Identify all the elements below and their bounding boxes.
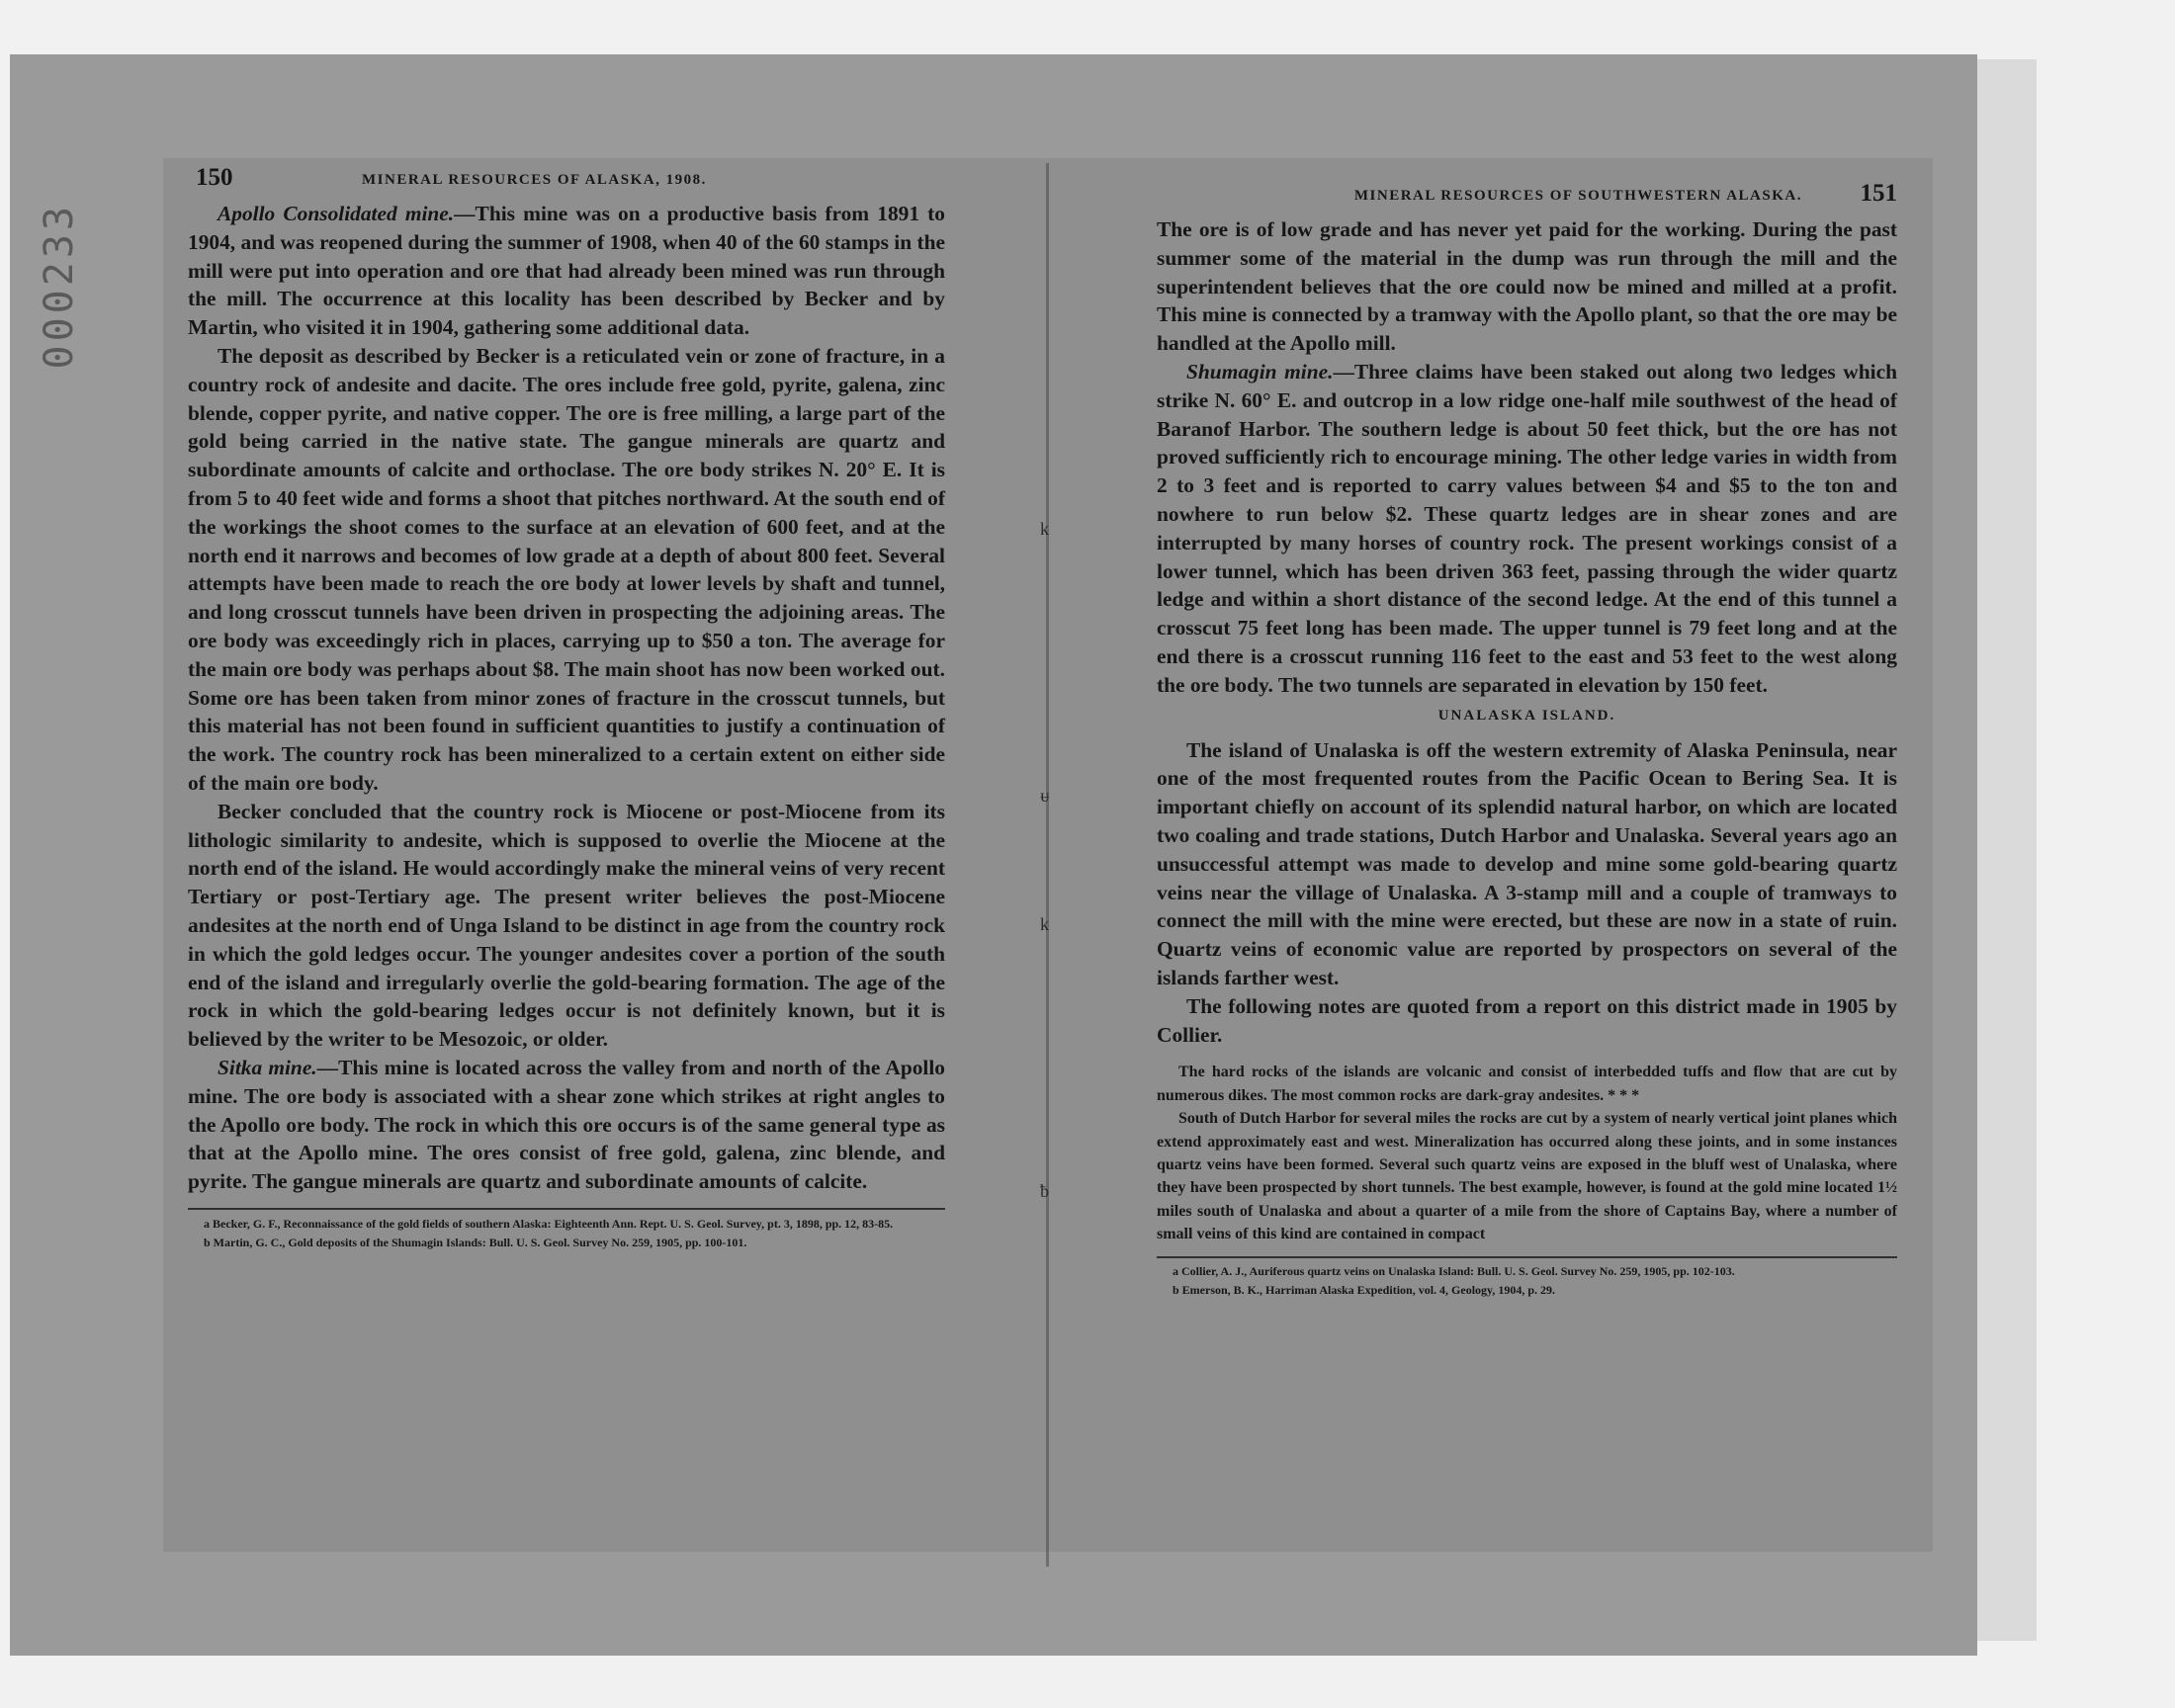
footnote: a Becker, G. F., Reconnaissance of the gold fields of southern Alaska: Eighteenth Ann. Rept. U. S. Geol. Survey, pt. 3, 1898, pp. 12, 83-85. <box>204 1216 894 1231</box>
quote-paragraph: South of Dutch Harbor for several miles the rocks are cut by a system of nearly vertical joint planes which extend approximately east and west. Mineralization has occurred along these joints, and in some instances quartz veins have been formed. Several such quartz veins are exposed in the bluff west of Unalaska, where they have been prospected by short tunnels. The best example, however, is found at the gold mine located 1½ miles south of Unalaska and about a quarter of a mile from the shore of Captains Bay, where a number of small veins of this kind are contained in compact <box>1157 1110 1897 1243</box>
right-running-head <box>1157 180 1897 215</box>
paragraph: Shumagin mine.—Three claims have been staked out along two ledges which strike N. 60° E. and outcrop in a low ridge one-half mile southwest of the head of Baranof Harbor. The southern ledge is about 50 feet thick, but the ore has not proved sufficiently rich to encourage mining. The other ledge varies in width from 2 to 3 feet and is reported to carry values between $4 and $5 to the ton and nowhere to run below $2. These quartz ledges are in shear zones and are interrupted by many horses of country rock. The present workings consist of a lower tunnel, which has been driven 363 feet, passing through the wider quartz ledge and within a short distance of the second ledge. At the end of this tunnel a crosscut 75 feet long has been made. The upper tunnel is 79 feet long and at the end there is a crosscut running 116 feet to the east and 53 feet to the west along the ore body. The two tunnels are separated in elevation by 150 feet. <box>1157 359 1897 697</box>
paragraph: Becker concluded that the country rock is Miocene or post-Miocene from its lithologic similarity to andesite, which is supposed to overlie the Miocene at the north end of the island. He would accordingly make the mineral veins of very recent Tertiary or post-Tertiary age. The present writer believes the post-Miocene andesites at the north end of Unga Island to be distinct in age from the country rock in which the gold ledges occur. The younger andesites cover a portion of the south end of the island and irregularly overlie the gold-bearing formation. The age of the rock in which the gold-bearing ledges occur is not definitely known, but it is believed by the writer to be Mesozoic, or older. <box>188 799 945 1052</box>
page-number: 150 <box>196 164 233 191</box>
left-body-text <box>188 200 945 1196</box>
running-head-title: MINERAL RESOURCES OF ALASKA, 1908. <box>362 172 707 188</box>
scan-edge-strip <box>1977 59 2037 1641</box>
page-number: 151 <box>1860 180 1897 207</box>
paragraph-lead: Shumagin mine. <box>1186 359 1334 384</box>
right-body-text-continued <box>1157 736 1897 1050</box>
gutter-mark: k <box>1040 914 1049 934</box>
left-footnotes <box>188 1208 945 1252</box>
paragraph: The following notes are quoted from a report on this district made in 1905 by Collier. <box>1157 993 1897 1047</box>
left-page <box>188 164 945 1252</box>
paragraph: The deposit as described by Becker is a reticulated vein or zone of fracture, in a country rock of andesite and dacite. The ores include free gold, pyrite, galena, zinc blende, copper pyrite, and native copper. The ore is free milling, a large part of the gold being carried in the native state. The gangue minerals are quartz and subordinate amounts of calcite and orthoclase. The ore body strikes N. 20° E. It is from 5 to 40 feet wide and forms a shoot that pitches northward. At the south end of the workings the shoot comes to the surface at an elevation of 600 feet, and at the north end it narrows and becomes of low grade at a depth of about 800 feet. Several attempts have been made to reach the ore body at lower levels by shaft and tunnel, and long crosscut tunnels have been driven in prospecting the adjoining areas. The ore body was exceedingly rich in places, carrying up to $50 a ton. The average for the main ore body was perhaps about $8. The main shoot has now been worked out. Some ore has been taken from minor zones of fracture in the crosscut tunnels, but this material has not been found in sufficient quantities to justify a continuation of the work. The country rock has been mineralized to a certain extent on either side of the main ore body. <box>188 343 945 795</box>
block-quotation <box>1157 1061 1897 1245</box>
paragraph: Sitka mine.—This mine is located across the valley from and north of the Apollo mine. The ore body is associated with a shear zone which strikes at right angles to the Apollo ore body. The rock in which this ore occurs is of the same general type as that at the Apollo mine. The ores consist of free gold, galena, zinc blende, and pyrite. The gangue minerals are quartz and subordinate amounts of calcite. <box>188 1055 945 1194</box>
book-gutter <box>1046 163 1049 1567</box>
paragraph-lead: Sitka mine. <box>218 1055 317 1079</box>
right-page <box>1157 180 1897 1300</box>
footnote: b Emerson, B. K., Harriman Alaska Expedition, vol. 4, Geology, 1904, p. 29. <box>1173 1282 1556 1297</box>
footnote: b Martin, G. C., Gold deposits of the Shumagin Islands: Bull. U. S. Geol. Survey No. 259, 1905, pp. 100-101. <box>204 1235 747 1249</box>
section-heading: UNALASKA ISLAND. <box>1437 707 1616 724</box>
left-running-head <box>188 164 945 200</box>
paragraph: Apollo Consolidated mine.—This mine was on a productive basis from 1891 to 1904, and was reopened during the summer of 1908, when 40 of the 60 stamps in the mill were put into operation and ore that had already been mined was run through the mill. The occurrence at this locality has been described by Becker and by Martin, who visited it in 1904, gathering some additional data. <box>188 202 945 340</box>
quote-paragraph: The hard rocks of the islands are volcanic and consist of interbedded tuffs and flow that are cut by numerous dikes. The most common rocks are dark-gray andesites. * * * <box>1157 1064 1897 1104</box>
right-footnotes <box>1157 1256 1897 1300</box>
footnote: a Collier, A. J., Auriferous quartz veins on Unalaska Island: Bull. U. S. Geol. Survey No. 259, 1905, pp. 102-103. <box>1173 1263 1735 1278</box>
paragraph: The island of Unalaska is off the western extremity of Alaska Peninsula, near one of the most frequented routes from the Pacific Ocean to Bering Sea. It is important chiefly on account of its splendid natural harbor, on which are located two coaling and trade stations, Dutch Harbor and Unalaska. Several years ago an unsuccessful attempt was made to develop and mine some gold-bearing quartz veins near the village of Unalaska. A 3-stamp mill and a couple of tramways to connect the mill with the mine were erected, but these are now in a state of ruin. Quartz veins of economic value are reported by prospectors on several of the islands farther west. <box>1157 737 1897 989</box>
gutter-mark: k <box>1040 519 1049 539</box>
paragraph-lead: Apollo Consolidated mine. <box>218 202 455 225</box>
gutter-mark: ᵾ <box>1040 786 1050 806</box>
archive-number: 000233 <box>37 203 82 370</box>
running-head-title: MINERAL RESOURCES OF SOUTHWESTERN ALASKA. <box>1353 188 1802 204</box>
right-body-text <box>1157 215 1897 700</box>
gutter-mark: ƀ <box>1040 1181 1049 1201</box>
paragraph: The ore is of low grade and has never yet paid for the working. During the past summer some of the material in the dump was run through the mill and the superintendent believes that the ore could now be mined and milled at a profit. This mine is connected by a tramway with the Apollo plant, so that the ore may be handled at the Apollo mill. <box>1157 217 1897 356</box>
